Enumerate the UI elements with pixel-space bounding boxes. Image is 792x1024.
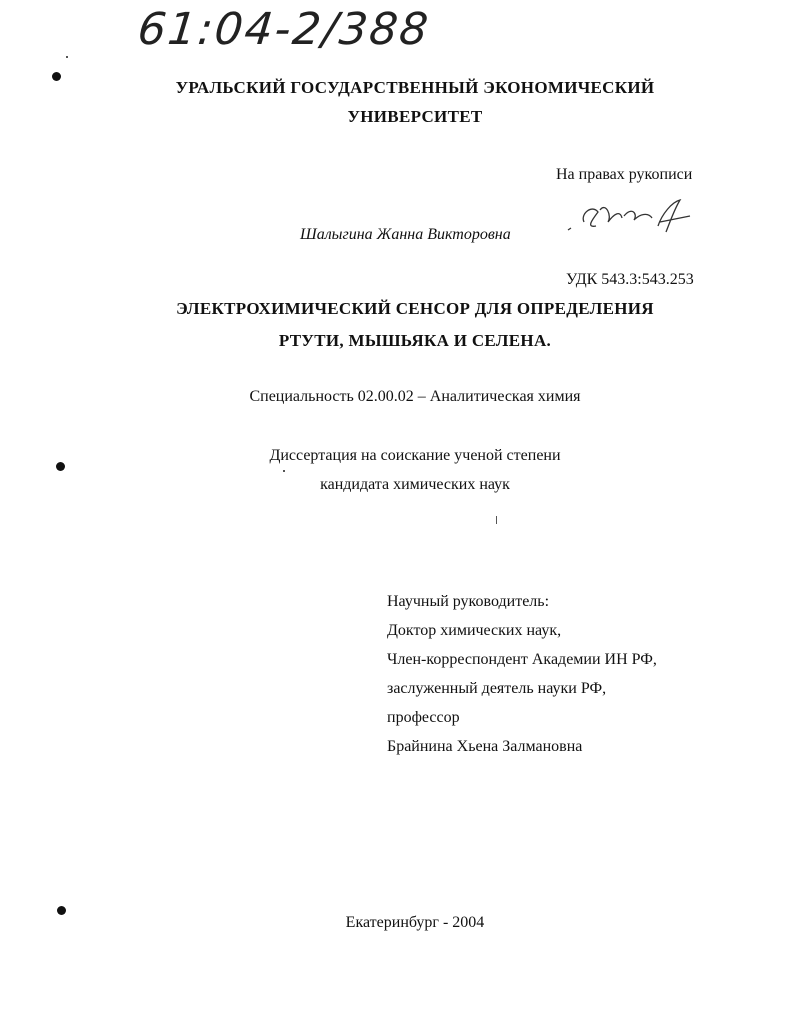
dissertation-title-line2: РТУТИ, МЫШЬЯКА И СЕЛЕНА. — [278, 331, 552, 350]
speck — [66, 56, 68, 58]
university-name-line2: УНИВЕРСИТЕТ — [347, 107, 483, 126]
degree-line2: кандидата химических наук — [320, 476, 510, 493]
signature — [562, 192, 702, 242]
supervisor-line4: профессор — [387, 709, 460, 726]
archive-number: 61:04-2/388 — [135, 4, 433, 55]
city-year: Екатеринбург - 2004 — [345, 914, 485, 931]
university-name-line1: УРАЛЬСКИЙ ГОСУДАРСТВЕННЫЙ ЭКОНОМИЧЕСКИЙ — [175, 78, 655, 97]
speck — [496, 516, 497, 524]
supervisor-line2: Член-корреспондент Академии ИН РФ, — [387, 651, 657, 668]
speck — [283, 470, 285, 472]
udc-code: УДК 543.3:543.253 — [566, 271, 694, 288]
supervisor-name: Брайнина Хьена Залмановна — [387, 738, 583, 755]
supervisor-line1: Доктор химических наук, — [387, 622, 562, 639]
manuscript-rights: На правах рукописи — [556, 166, 693, 183]
degree-line1: Диссертация на соискание ученой степени — [269, 447, 561, 464]
supervisor-heading: Научный руководитель: — [387, 593, 550, 610]
specialty: Специальность 02.00.02 – Аналитическая химия — [249, 388, 581, 405]
author-name: Шалыгина Жанна Викторовна — [300, 226, 511, 243]
supervisor-line3: заслуженный деятель науки РФ, — [387, 680, 607, 697]
dissertation-title-line1: ЭЛЕКТРОХИМИЧЕСКИЙ СЕНСОР ДЛЯ ОПРЕДЕЛЕНИЯ — [176, 299, 654, 318]
